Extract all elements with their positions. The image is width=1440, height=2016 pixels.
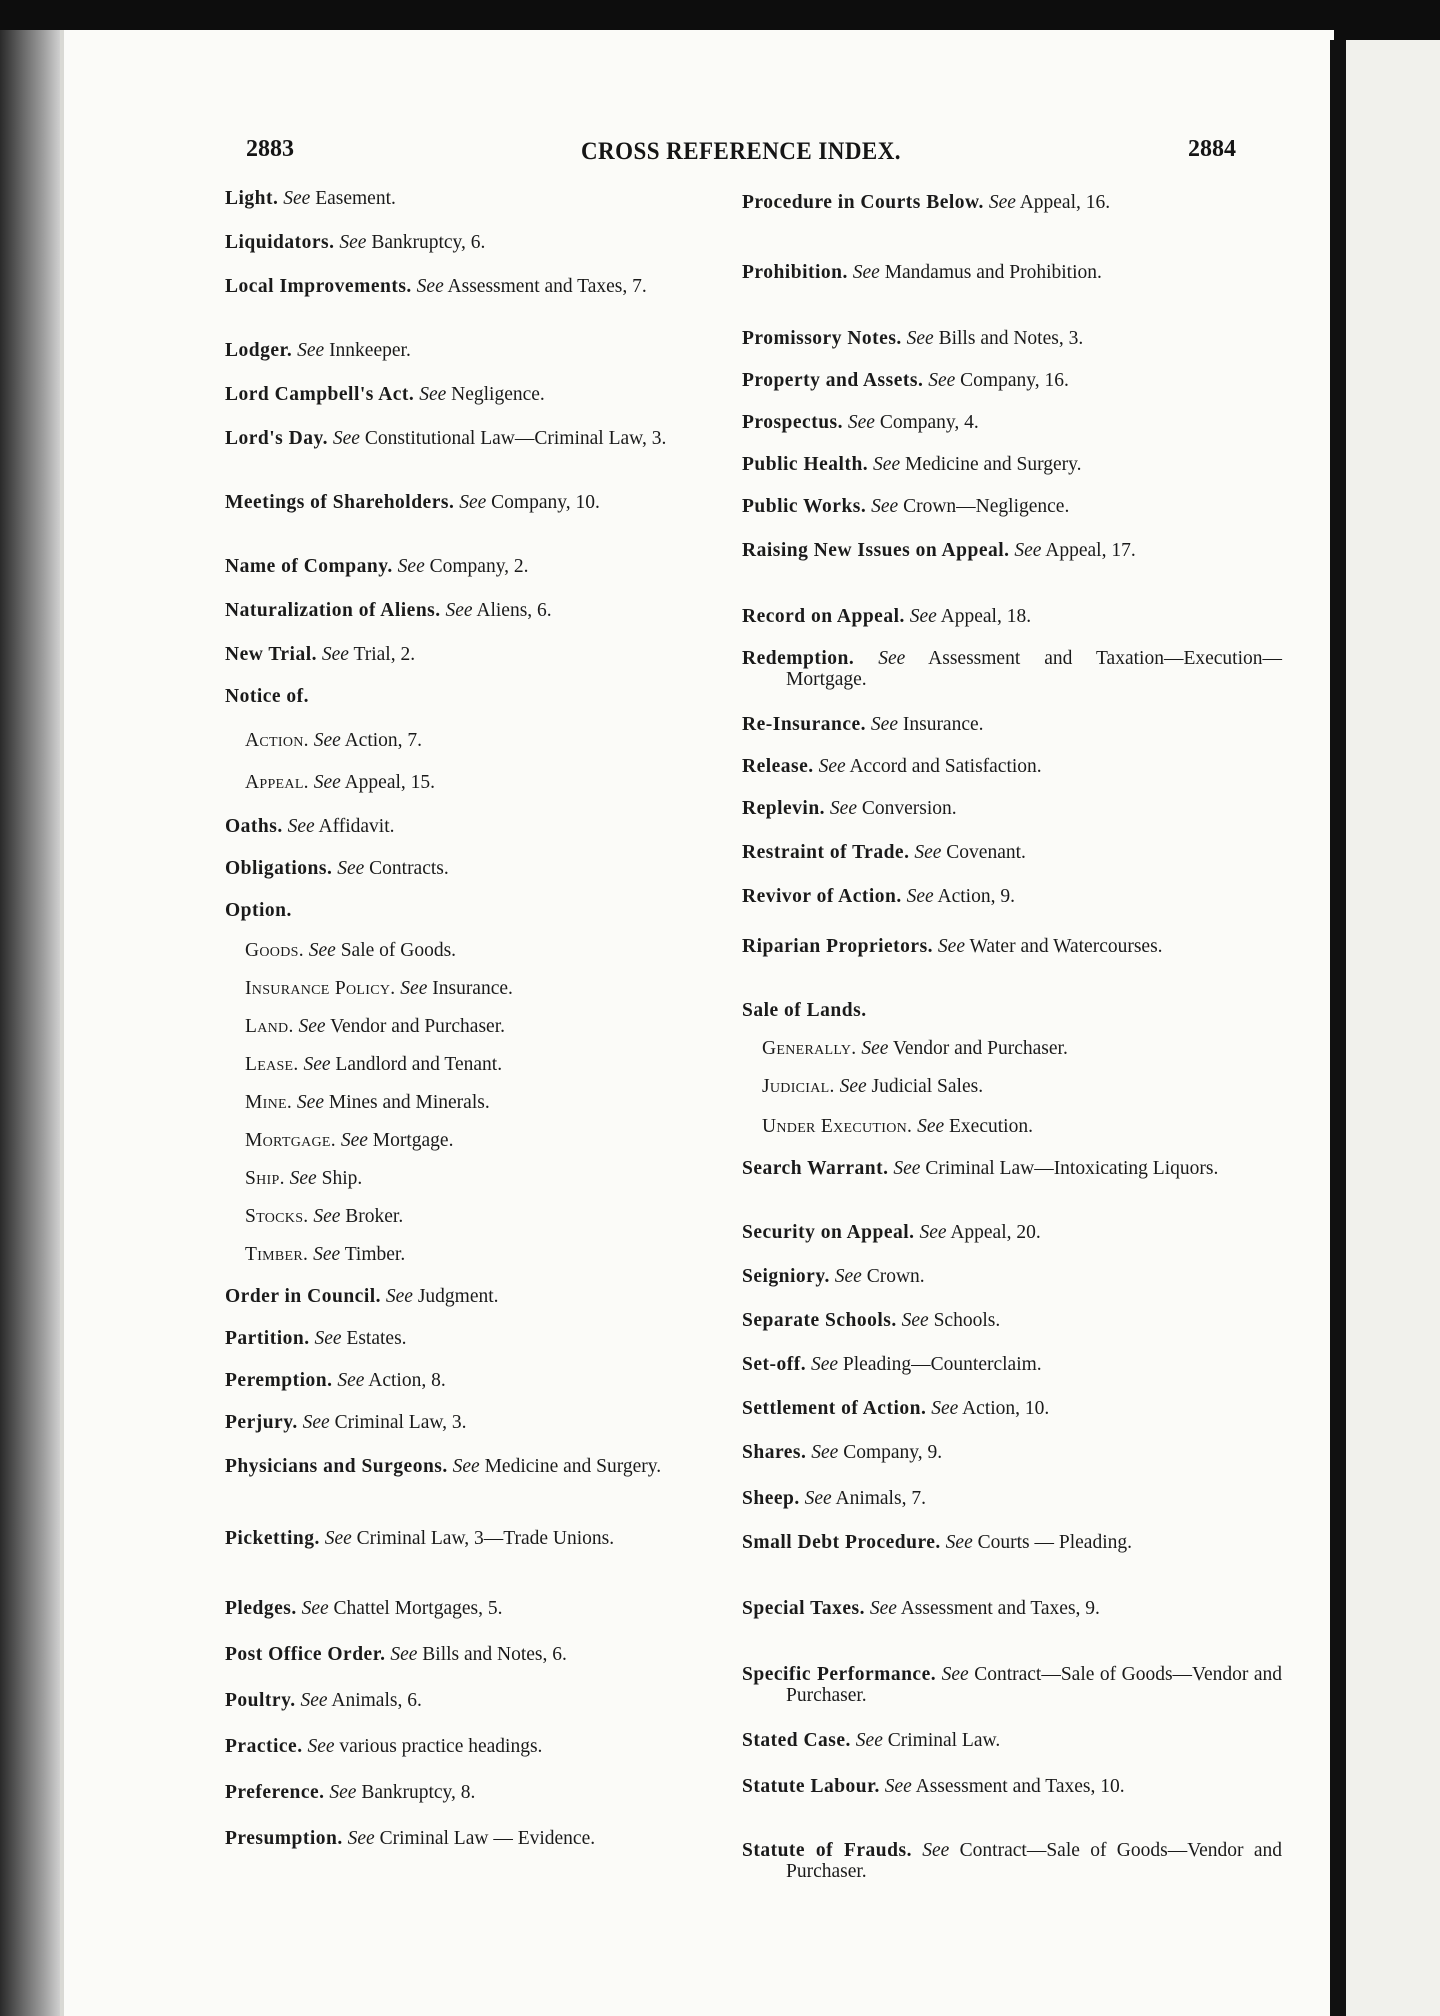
index-entry: Order in Council. See Judgment. (225, 1286, 499, 1307)
index-entry: Settlement of Action. See Action, 10. (742, 1398, 1050, 1419)
index-entry: Public Health. See Medicine and Surgery. (742, 454, 1082, 475)
index-entry: Procedure in Courts Below. See Appeal, 16. (742, 192, 1111, 213)
index-entry: Prospectus. See Company, 4. (742, 412, 979, 433)
facing-page-edge (1346, 40, 1440, 2016)
index-entry: Naturalization of Aliens. See Aliens, 6. (225, 600, 552, 621)
index-entry: Obligations. See Contracts. (225, 858, 449, 879)
index-entry: Specific Performance. See Contract—Sale of Goods—Vendor and Purchaser. (742, 1664, 1283, 1706)
book-binding (0, 30, 60, 2016)
index-subentry: Lease. See Landlord and Tenant. (245, 1054, 503, 1075)
index-entry: Promissory Notes. See Bills and Notes, 3. (742, 328, 1084, 349)
index-heading: Notice of. (225, 686, 310, 707)
index-subentry: Stocks. See Broker. (245, 1206, 404, 1227)
index-subentry: Generally. See Vendor and Purchaser. (762, 1038, 1068, 1059)
index-subentry: Timber. See Timber. (245, 1244, 406, 1265)
index-entry: Light. See Easement. (225, 188, 396, 209)
scan-background-top (0, 0, 1440, 30)
index-entry: Security on Appeal. See Appeal, 20. (742, 1222, 1041, 1243)
index-subentry: Mortgage. See Mortgage. (245, 1130, 454, 1151)
index-entry: Lord's Day. See Constitutional Law—Criminal Law, 3. (225, 428, 667, 449)
index-entry: Re-Insurance. See Insurance. (742, 714, 984, 735)
index-subentry: Ship. See Ship. (245, 1168, 363, 1189)
index-heading: Sale of Lands. (742, 1000, 867, 1021)
index-entry: Post Office Order. See Bills and Notes, 6. (225, 1644, 567, 1665)
index-entry: Liquidators. See Bankruptcy, 6. (225, 232, 486, 253)
index-entry: Special Taxes. See Assessment and Taxes, 9. (742, 1598, 1100, 1619)
page-title: CROSS REFERENCE INDEX. (580, 138, 902, 165)
index-entry: New Trial. See Trial, 2. (225, 644, 416, 665)
index-entry: Stated Case. See Criminal Law. (742, 1730, 1001, 1751)
index-entry: Statute Labour. See Assessment and Taxes, 10. (742, 1776, 1125, 1797)
index-entry: Search Warrant. See Criminal Law—Intoxicating Liquors. (742, 1158, 1219, 1179)
index-entry: Small Debt Procedure. See Courts — Pleading. (742, 1532, 1132, 1553)
index-entry: Lodger. See Innkeeper. (225, 340, 411, 361)
index-entry: Riparian Proprietors. See Water and Watercourses. (742, 936, 1163, 957)
index-entry: Perjury. See Criminal Law, 3. (225, 1412, 467, 1433)
page-header (246, 136, 1236, 176)
index-entry: Seigniory. See Crown. (742, 1266, 925, 1287)
index-entry: Statute of Frauds. See Contract—Sale of Goods—Vendor and Purchaser. (742, 1840, 1283, 1882)
index-entry: Replevin. See Conversion. (742, 798, 957, 819)
index-subentry: Mine. See Mines and Minerals. (245, 1092, 490, 1113)
index-heading: Option. (225, 900, 292, 921)
index-entry: Poultry. See Animals, 6. (225, 1690, 422, 1711)
index-entry: Release. See Accord and Satisfaction. (742, 756, 1042, 777)
index-entry: Local Improvements. See Assessment and Taxes, 7. (225, 276, 647, 297)
index-entry: Presumption. See Criminal Law — Evidence. (225, 1828, 596, 1849)
index-entry: Partition. See Estates. (225, 1328, 407, 1349)
index-entry: Lord Campbell's Act. See Negligence. (225, 384, 545, 405)
index-entry: Picketting. See Criminal Law, 3—Trade Unions. (225, 1528, 615, 1549)
index-entry: Set-off. See Pleading—Counterclaim. (742, 1354, 1042, 1375)
index-entry: Record on Appeal. See Appeal, 18. (742, 606, 1032, 627)
index-entry: Sheep. See Animals, 7. (742, 1488, 926, 1509)
index-entry: Practice. See various practice headings. (225, 1736, 543, 1757)
index-subentry: Action. See Action, 7. (245, 730, 423, 751)
index-subentry: Insurance Policy. See Insurance. (245, 978, 513, 999)
index-entry: Redemption. See Assessment and Taxation—Execution—Mortgage. (742, 648, 1283, 690)
index-entry: Peremption. See Action, 8. (225, 1370, 446, 1391)
index-entry: Raising New Issues on Appeal. See Appeal, 17. (742, 540, 1136, 561)
page-number-right: 2884 (1188, 136, 1236, 162)
index-entry: Separate Schools. See Schools. (742, 1310, 1001, 1331)
index-entry: Restraint of Trade. See Covenant. (742, 842, 1026, 863)
index-entry: Pledges. See Chattel Mortgages, 5. (225, 1598, 503, 1619)
index-subentry: Judicial. See Judicial Sales. (762, 1076, 984, 1097)
index-entry: Revivor of Action. See Action, 9. (742, 886, 1015, 907)
index-subentry: Appeal. See Appeal, 15. (245, 772, 436, 793)
index-entry: Shares. See Company, 9. (742, 1442, 943, 1463)
index-entry: Prohibition. See Mandamus and Prohibition. (742, 262, 1102, 283)
page-gutter-shadow (1330, 40, 1346, 2016)
index-entry: Name of Company. See Company, 2. (225, 556, 529, 577)
index-entry: Physicians and Surgeons. See Medicine and Surgery. (225, 1456, 662, 1477)
index-entry: Public Works. See Crown—Negligence. (742, 496, 1070, 517)
index-subentry: Under Execution. See Execution. (762, 1116, 1033, 1137)
index-subentry: Goods. See Sale of Goods. (245, 940, 457, 961)
index-entry: Meetings of Shareholders. See Company, 10. (225, 492, 600, 513)
index-entry: Property and Assets. See Company, 16. (742, 370, 1069, 391)
page-number-left: 2883 (246, 136, 294, 162)
index-entry: Preference. See Bankruptcy, 8. (225, 1782, 476, 1803)
index-subentry: Land. See Vendor and Purchaser. (245, 1016, 506, 1037)
index-entry: Oaths. See Affidavit. (225, 816, 395, 837)
